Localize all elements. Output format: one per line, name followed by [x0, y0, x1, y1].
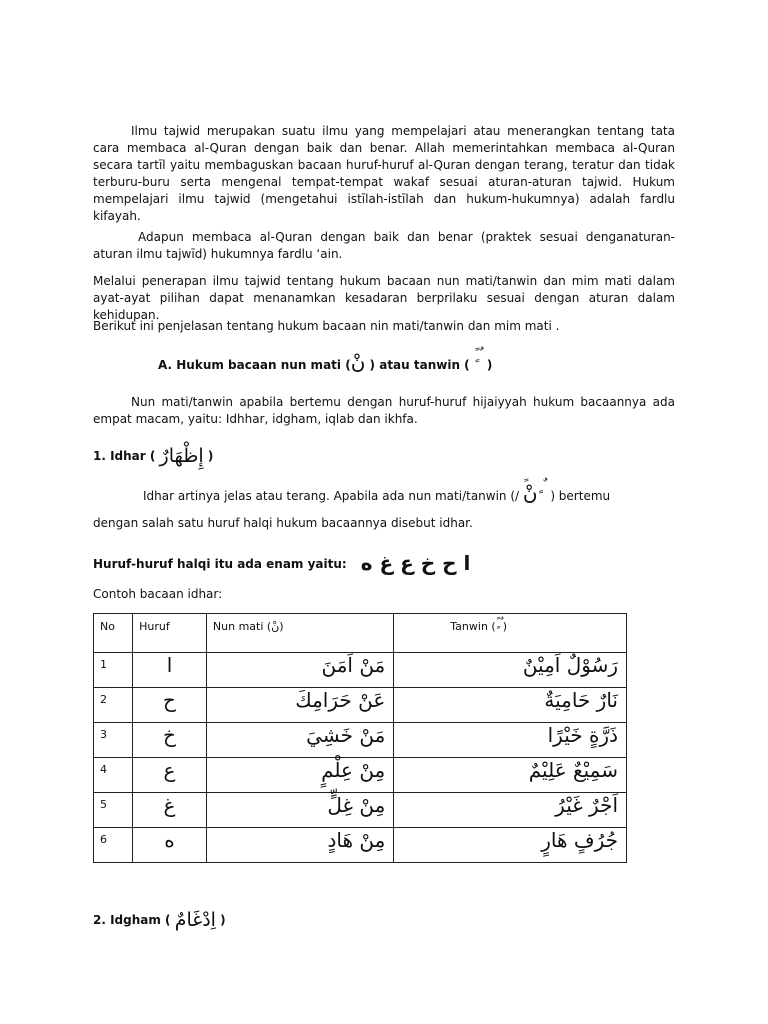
- table-header-row: [94, 614, 627, 653]
- header-tanwin-label: Tanwin (: [450, 620, 496, 633]
- paragraph-intro: Ilmu tajwid merupakan suatu ilmu yang mempelajari atau menerangkan tentang tata cara membaca al-Quran dengan baik dan benar. Allah memerintahkan membaca al-Quran secara tartīl yaitu membaguskan bacaan huruf-huruf al-Quran dengan terang, teratur dan tidak terburu-buru serta mengenal tempat-tempat wakaf sesuai aturan-aturan tajwid. Hukum mempelajari ilmu tajwid (mengetahui istīlah-istīlah dan hukum-hukumnya) adalah fardlu kifayah.: [93, 124, 675, 223]
- heading-idhar: [93, 446, 675, 465]
- paragraph-idhar-definition: [93, 478, 725, 505]
- heading-idgham: [93, 910, 675, 929]
- table-row: [94, 688, 627, 723]
- header-no: No: [94, 614, 133, 653]
- table-row: [94, 653, 627, 688]
- paragraph-nun-mati: Nun mati/tanwin apabila bertemu dengan huruf-huruf hijaiyyah hukum bacaannya ada empat macam, yaitu: Idhhar, idgham, iqlab dan ikhfa.: [93, 395, 675, 426]
- row-number: 4: [100, 763, 107, 776]
- nun-sukun-glyph: نْ: [350, 350, 366, 374]
- idhar-examples-table: [93, 613, 627, 863]
- heading-2-suffix: ): [215, 913, 226, 927]
- table-row: [94, 758, 627, 793]
- row-tanwin-example: ذَرَّةٍ خَيْرًا: [547, 723, 618, 747]
- row-number: 1: [100, 658, 107, 671]
- halqi-letters: ا ح خ ع غ ه: [360, 551, 471, 575]
- heading-a-suffix-2: ): [482, 358, 493, 372]
- tanwin-marks-inline: ٍ ٌ: [537, 478, 547, 494]
- row-number: 2: [100, 693, 107, 706]
- row-huruf: ا: [166, 653, 173, 677]
- header-tanwin: [394, 614, 627, 653]
- heading-a-prefix: A. Hukum bacaan nun mati (: [158, 358, 351, 372]
- idgham-arabic: اِدْغَامٌ: [174, 909, 216, 931]
- heading-hukum-nun-mati: [93, 347, 740, 374]
- table-row: [94, 723, 627, 758]
- row-number: 3: [100, 728, 107, 741]
- row-tanwin-example: اَجْرٌ غَيْرُ: [555, 793, 618, 817]
- table-row: [94, 828, 627, 863]
- header-nun-mati: Nun mati (نْ): [206, 614, 393, 653]
- row-tanwin-example: رَسُوْلٌ اَمِيْنٌ: [522, 653, 618, 677]
- idhar-definition-end: ) bertemu: [546, 489, 611, 503]
- header-huruf: Huruf: [133, 614, 207, 653]
- heading-1-prefix: 1. Idhar (: [93, 449, 160, 463]
- row-nun-mati-example: مِنْ عِلْمٍ: [321, 758, 386, 782]
- row-huruf: ع: [163, 758, 176, 782]
- header-tanwin-close: ): [502, 620, 508, 633]
- row-huruf: خ: [163, 723, 176, 747]
- row-nun-mati-example: مِنْ غِلٍّ: [327, 793, 386, 817]
- halqi-label: Huruf-huruf halqi itu ada enam yaitu:: [93, 557, 347, 571]
- paragraph-adapun: Adapun membaca al-Quran dengan baik dan benar (praktek sesuai denganaturan-aturan ilmu tajwīd) hukumnya fardlu ‘ain.: [93, 230, 675, 261]
- row-nun-mati-example: عَنْ حَرَامِكَ: [295, 688, 386, 712]
- heading-2-prefix: 2. Idgham (: [93, 913, 175, 927]
- row-nun-mati-example: مِنْ هَادٍ: [327, 828, 386, 852]
- halqi-letters-line: [93, 553, 675, 573]
- paragraph-halqi: dengan salah satu huruf halqi hukum bacaannya disebut idhar.: [93, 516, 473, 530]
- header-tanwin-marks: ً ٍ ٌ: [495, 616, 503, 629]
- tanwin-marks: ً ٍ ٌ: [473, 347, 483, 363]
- idhar-definition-text: Idhar artinya jelas atau terang. Apabila ada nun mati/tanwin (/: [143, 489, 523, 503]
- row-nun-mati-example: مَنْ اَمَنَ: [321, 653, 386, 677]
- row-tanwin-example: نَارٌ حَامِيَةٌ: [544, 688, 618, 712]
- row-tanwin-example: سَمِيْعٌ عَلِيْمٌ: [528, 758, 618, 782]
- row-tanwin-example: جُرُفٍ هَارٍ: [541, 828, 618, 852]
- table-row: [94, 793, 627, 828]
- row-huruf: ح: [163, 688, 176, 712]
- row-number: 6: [100, 833, 107, 846]
- heading-1-suffix: ): [203, 449, 214, 463]
- row-nun-mati-example: مَنْ خَشِيَ: [306, 723, 386, 747]
- nun-sukun-glyph-inline: نْ: [522, 481, 538, 505]
- row-huruf: غ: [163, 793, 176, 817]
- paragraph-penerapan: Melalui penerapan ilmu tajwid tentang hukum bacaan nun mati/tanwin dan mim mati dalam ayat-ayat pilihan dapat menanamkan kesadaran berprilaku sesuai dengan aturan dalam kehidupan.: [93, 274, 675, 322]
- idhar-arabic: إِظْهَارٌ: [159, 445, 204, 467]
- paragraph-berikut: Berikut ini penjelasan tentang hukum bacaan nin mati/tanwin dan mim mati .: [93, 319, 560, 333]
- heading-a-suffix-1: ) atau tanwin (: [365, 358, 474, 372]
- example-caption: Contoh bacaan idhar:: [93, 587, 223, 601]
- row-number: 5: [100, 798, 107, 811]
- row-huruf: ه: [164, 828, 175, 852]
